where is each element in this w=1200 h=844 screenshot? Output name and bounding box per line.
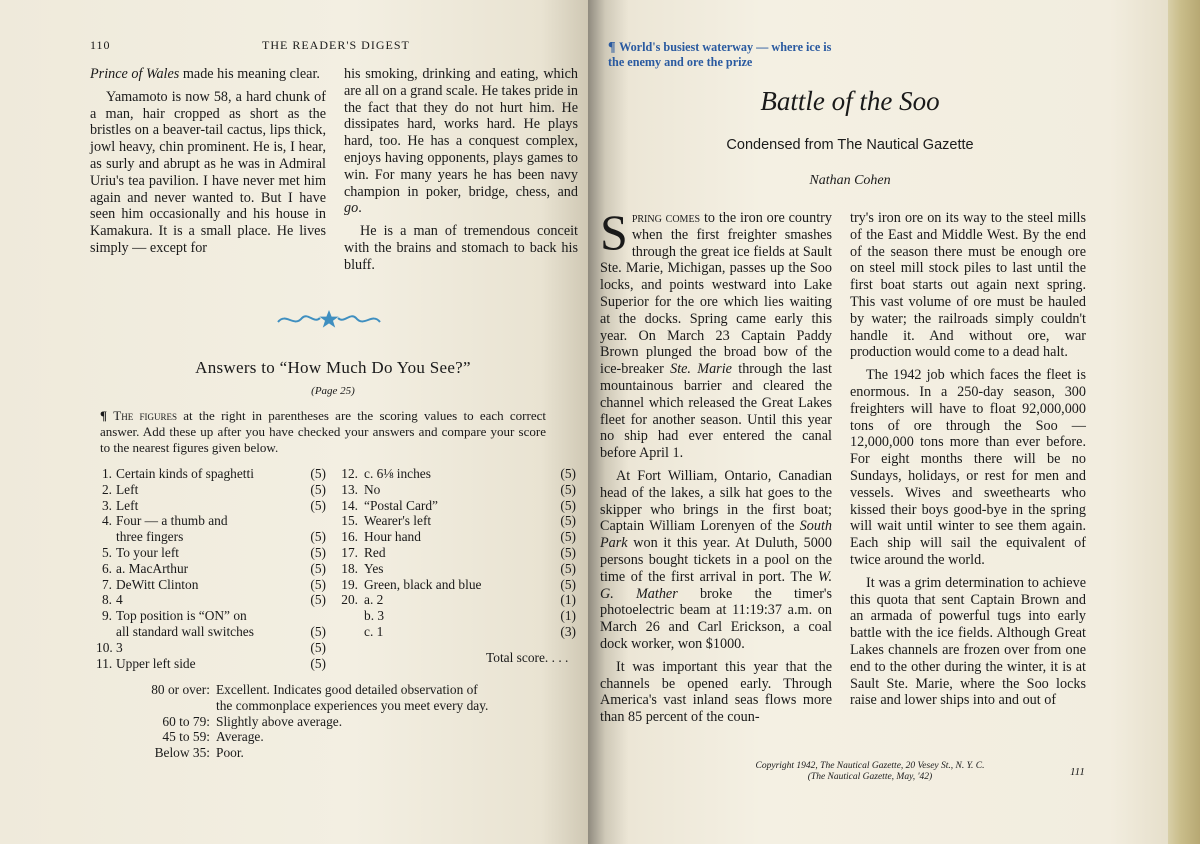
answer-item — [96, 608, 328, 624]
answer-number: 16. — [341, 529, 358, 545]
paragraph: At Fort William, Ontario, Canadian head of the lakes, a silk hat goes to the skipper who brings in the first boat; Captain William Lorenyen of the South Park won it this year. At Duluth, 5000 persons bought tickets in a pool on the time of the first arrival in port. The W. G. Mather broke the timer's photoelectric beam at 11:19:37 a.m. on March 26 and Carl Erickson, a coal dock worker, won $1000. — [600, 467, 833, 652]
answer-item — [340, 513, 578, 529]
answer-text: c. 1 — [364, 623, 384, 639]
answer-number: 19. — [341, 576, 358, 592]
answer-number: 9. — [101, 608, 112, 624]
rating-row: 60 to 79: Slightly above average. — [162, 713, 343, 729]
answer-item — [96, 656, 328, 672]
answer-text: Green, black and blue — [364, 576, 482, 592]
answer-number: 18. — [341, 560, 358, 576]
answer-text: “Postal Card” — [364, 497, 439, 513]
answer-score: (5) — [560, 466, 576, 481]
answer-text: Certain kinds of spaghetti — [116, 466, 254, 481]
answer-score: (5) — [560, 481, 576, 497]
answer-item — [340, 577, 578, 593]
score-ratings — [146, 682, 586, 782]
answer-item — [96, 513, 328, 529]
answer-number: 10. — [96, 639, 113, 655]
rating-row: Below 35: Poor. — [154, 745, 244, 761]
answer-number: 3. — [101, 497, 112, 513]
answer-item — [96, 498, 328, 514]
answer-text: No — [364, 481, 381, 497]
answers-title: Answers to “How Much Do You See?” — [195, 358, 471, 377]
answer-score: (5) — [310, 481, 326, 497]
answer-score: (5) — [560, 560, 576, 576]
answer-item — [96, 545, 328, 561]
paragraph: Yamamoto is now 58, a hard chunk of a man, hair cropped as short as the bristles on a beaver-tail cactus, lips thick, jowl heavy, chin prominent. He is, I hear, as surly and abrupt as he was in Admiral Uriu's tea pavilion. I have never met him again and never wanted to. But I have seen him occasionally and his house in Kamakura. It is a small place. He lives simply — except for — [90, 88, 326, 256]
running-head: THE READER'S DIGEST — [262, 38, 410, 52]
answer-text: Upper left side — [116, 655, 196, 671]
answer-score: (5) — [310, 592, 326, 608]
answer-score: (5) — [310, 466, 326, 481]
answer-number: 4. — [101, 513, 112, 529]
answer-text: c. 6⅛ inches — [364, 466, 431, 481]
answer-item — [96, 529, 328, 545]
answer-text: 4 — [116, 592, 123, 608]
answers-intro: ¶ The figures at the right in parentheses are the scoring values to each correct answer. Add these up after you have checked your answers and compare your score to the nearest figures given below. — [100, 408, 546, 455]
paragraph: Spring comes to the iron ore country when the first freighter smashes through the great ice fields at Sault Ste. Marie, Michigan, passes up the Soo locks, and points westward into Lake Superior for the ore which lies waiting at the docks. Spring came early this year. On March 23 Captain Paddy Brown plunged the broad bow of the ice-breaker Ste. Marie through the last mountainous barrier and cleared the channel which released the Great Lakes fleet for another season. Until this year no ship had ever entered the canal before April 1. — [600, 204, 833, 462]
answer-score: (1) — [560, 592, 576, 608]
answer-item — [96, 577, 328, 593]
answer-number: 14. — [341, 497, 358, 513]
answer-item — [96, 482, 328, 498]
answer-text: To your left — [116, 544, 180, 560]
left-page — [0, 0, 588, 844]
answer-score: (3) — [560, 623, 576, 639]
answer-score: (5) — [560, 497, 576, 513]
rating-row: 45 to 59: Average. — [162, 729, 264, 745]
answer-number: 7. — [101, 576, 112, 592]
page-number: 111 — [1070, 766, 1085, 778]
answers-list-left — [96, 466, 328, 671]
answer-text: DeWitt Clinton — [116, 576, 199, 592]
answer-score: (5) — [560, 513, 576, 529]
answer-item — [96, 640, 328, 656]
ornament-divider — [274, 308, 384, 330]
answer-item — [340, 482, 578, 498]
paragraph: his smoking, drinking and eating, which are all on a grand scale. He takes pride in the fact that they do not hurt him. He dissipates hard, works hard. He plays hard, too. He has a conquest complex, enjoys having opponents, plays games to win. For many years he has been navy champion in poker, bridge, chess, and go. — [344, 66, 578, 217]
answer-text: three fingers — [116, 529, 184, 545]
answer-number: 12. — [341, 466, 358, 481]
article-author: Nathan Cohen — [809, 173, 891, 188]
answer-text: Top position is “ON” on — [116, 608, 247, 624]
answer-number: 6. — [101, 560, 112, 576]
answer-text: Red — [364, 544, 386, 560]
answer-number: 15. — [341, 513, 358, 529]
paragraph: It was a grim determination to achieve this quota that sent Captain Brown and an armada of powerful tugs into early battle with the ice fields. Although Great Lakes channels are frozen over from one end to the other during the winter, it is at Sault Ste. Marie, where the Soo locks raise and lower ships into and out of — [850, 574, 1086, 709]
answer-item — [340, 592, 578, 608]
answer-number: 17. — [341, 544, 358, 560]
answer-item — [340, 545, 578, 561]
paragraph: The 1942 job which faces the fleet is enormous. In a 250-day season, 300 freighters will have to float 92,000,000 tons of ore through the Soo — 12,000,000 tons more than ever before. For eight months there will be no Sundays, holidays, or rest for men and vessels. Wives and sweethearts who kissed their boys good-bye in the spring will wait until winter to see them again. Each ship will sail the equivalent of twice around the world. — [850, 367, 1086, 568]
answer-text: Left — [116, 497, 139, 513]
answer-score: (5) — [310, 655, 326, 671]
answer-text: 3 — [116, 639, 123, 655]
answer-text: Wearer's left — [364, 513, 432, 529]
answer-number: 5. — [101, 544, 112, 560]
page-number: 110 — [90, 38, 111, 52]
answer-text: Hour hand — [364, 529, 421, 545]
answer-score: (5) — [310, 497, 326, 513]
answer-number: 20. — [341, 592, 358, 608]
total-score-label: Total score. . . . — [486, 650, 569, 665]
answer-score: (5) — [310, 560, 326, 576]
answer-text: Left — [116, 481, 139, 497]
copyright-notice: Copyright 1942, The Nautical Gazette, 20 Vesey St., N. Y. C. (The Nautical Gazette, May, '42) — [755, 761, 985, 782]
page-reference: (Page 25) — [311, 385, 355, 397]
paragraph: try's iron ore on its way to the steel mills of the East and Middle West. By the end of the season there must be enough ore on steel mill stock piles to last until the first boat starts out again next spring. This vast volume of ore must be hauled by water; the railroads simply couldn't handle it. And without ore, war production would come to a dead halt. — [850, 210, 1086, 361]
left-column-1 — [90, 66, 326, 263]
answer-item — [340, 529, 578, 545]
answer-item — [340, 608, 578, 624]
rating-row: 80 or over: Excellent. Indicates good detailed observation of the commonplace experiences you meet every day. — [151, 682, 489, 713]
page-edge — [1168, 0, 1200, 844]
answer-score: (5) — [560, 529, 576, 545]
answer-number: 2. — [101, 481, 112, 497]
answer-score: (5) — [310, 623, 326, 639]
answer-item — [340, 466, 578, 482]
article-teaser: ¶ World's busiest waterway — where ice is the enemy and ore the prize — [608, 40, 832, 69]
answer-text: all standard wall switches — [116, 623, 254, 639]
paragraph: He is a man of tremendous conceit with the brains and stomach to back his bluff. — [344, 223, 578, 273]
paragraph: Prince of Wales made his meaning clear. — [90, 66, 320, 82]
drop-cap: S — [600, 204, 628, 260]
answers-list-right — [340, 466, 578, 640]
answer-text: Four — a thumb and — [116, 513, 228, 529]
answer-number: 13. — [341, 481, 358, 497]
answer-score: (5) — [310, 529, 326, 545]
answer-item — [340, 561, 578, 577]
answer-score: (5) — [310, 544, 326, 560]
answer-item — [96, 466, 328, 482]
answer-item — [340, 498, 578, 514]
answer-item — [96, 592, 328, 608]
article-title: Battle of the Soo — [760, 86, 940, 116]
answer-score: (1) — [560, 608, 576, 624]
paragraph: It was important this year that the channels be opened early. Through America's vast inland seas flows more than 85 percent of the coun- — [600, 658, 832, 726]
answer-score: (5) — [560, 544, 576, 560]
answer-score: (5) — [310, 639, 326, 655]
left-column-2 — [344, 66, 578, 280]
answer-item — [340, 624, 578, 640]
answer-text: b. 3 — [364, 608, 385, 624]
answer-item — [96, 561, 328, 577]
answer-number: 1. — [101, 466, 112, 481]
answer-score: (5) — [560, 576, 576, 592]
answer-text: a. 2 — [364, 592, 384, 608]
article-subtitle: Condensed from The Nautical Gazette — [726, 137, 974, 153]
right-column-1 — [600, 204, 833, 732]
answer-score: (5) — [310, 576, 326, 592]
answer-text: a. MacArthur — [116, 560, 189, 576]
right-column-2 — [850, 210, 1086, 715]
answer-item — [96, 624, 328, 640]
answer-text: Yes — [364, 560, 384, 576]
answer-number: 11. — [96, 655, 113, 671]
answer-number: 8. — [101, 592, 112, 608]
